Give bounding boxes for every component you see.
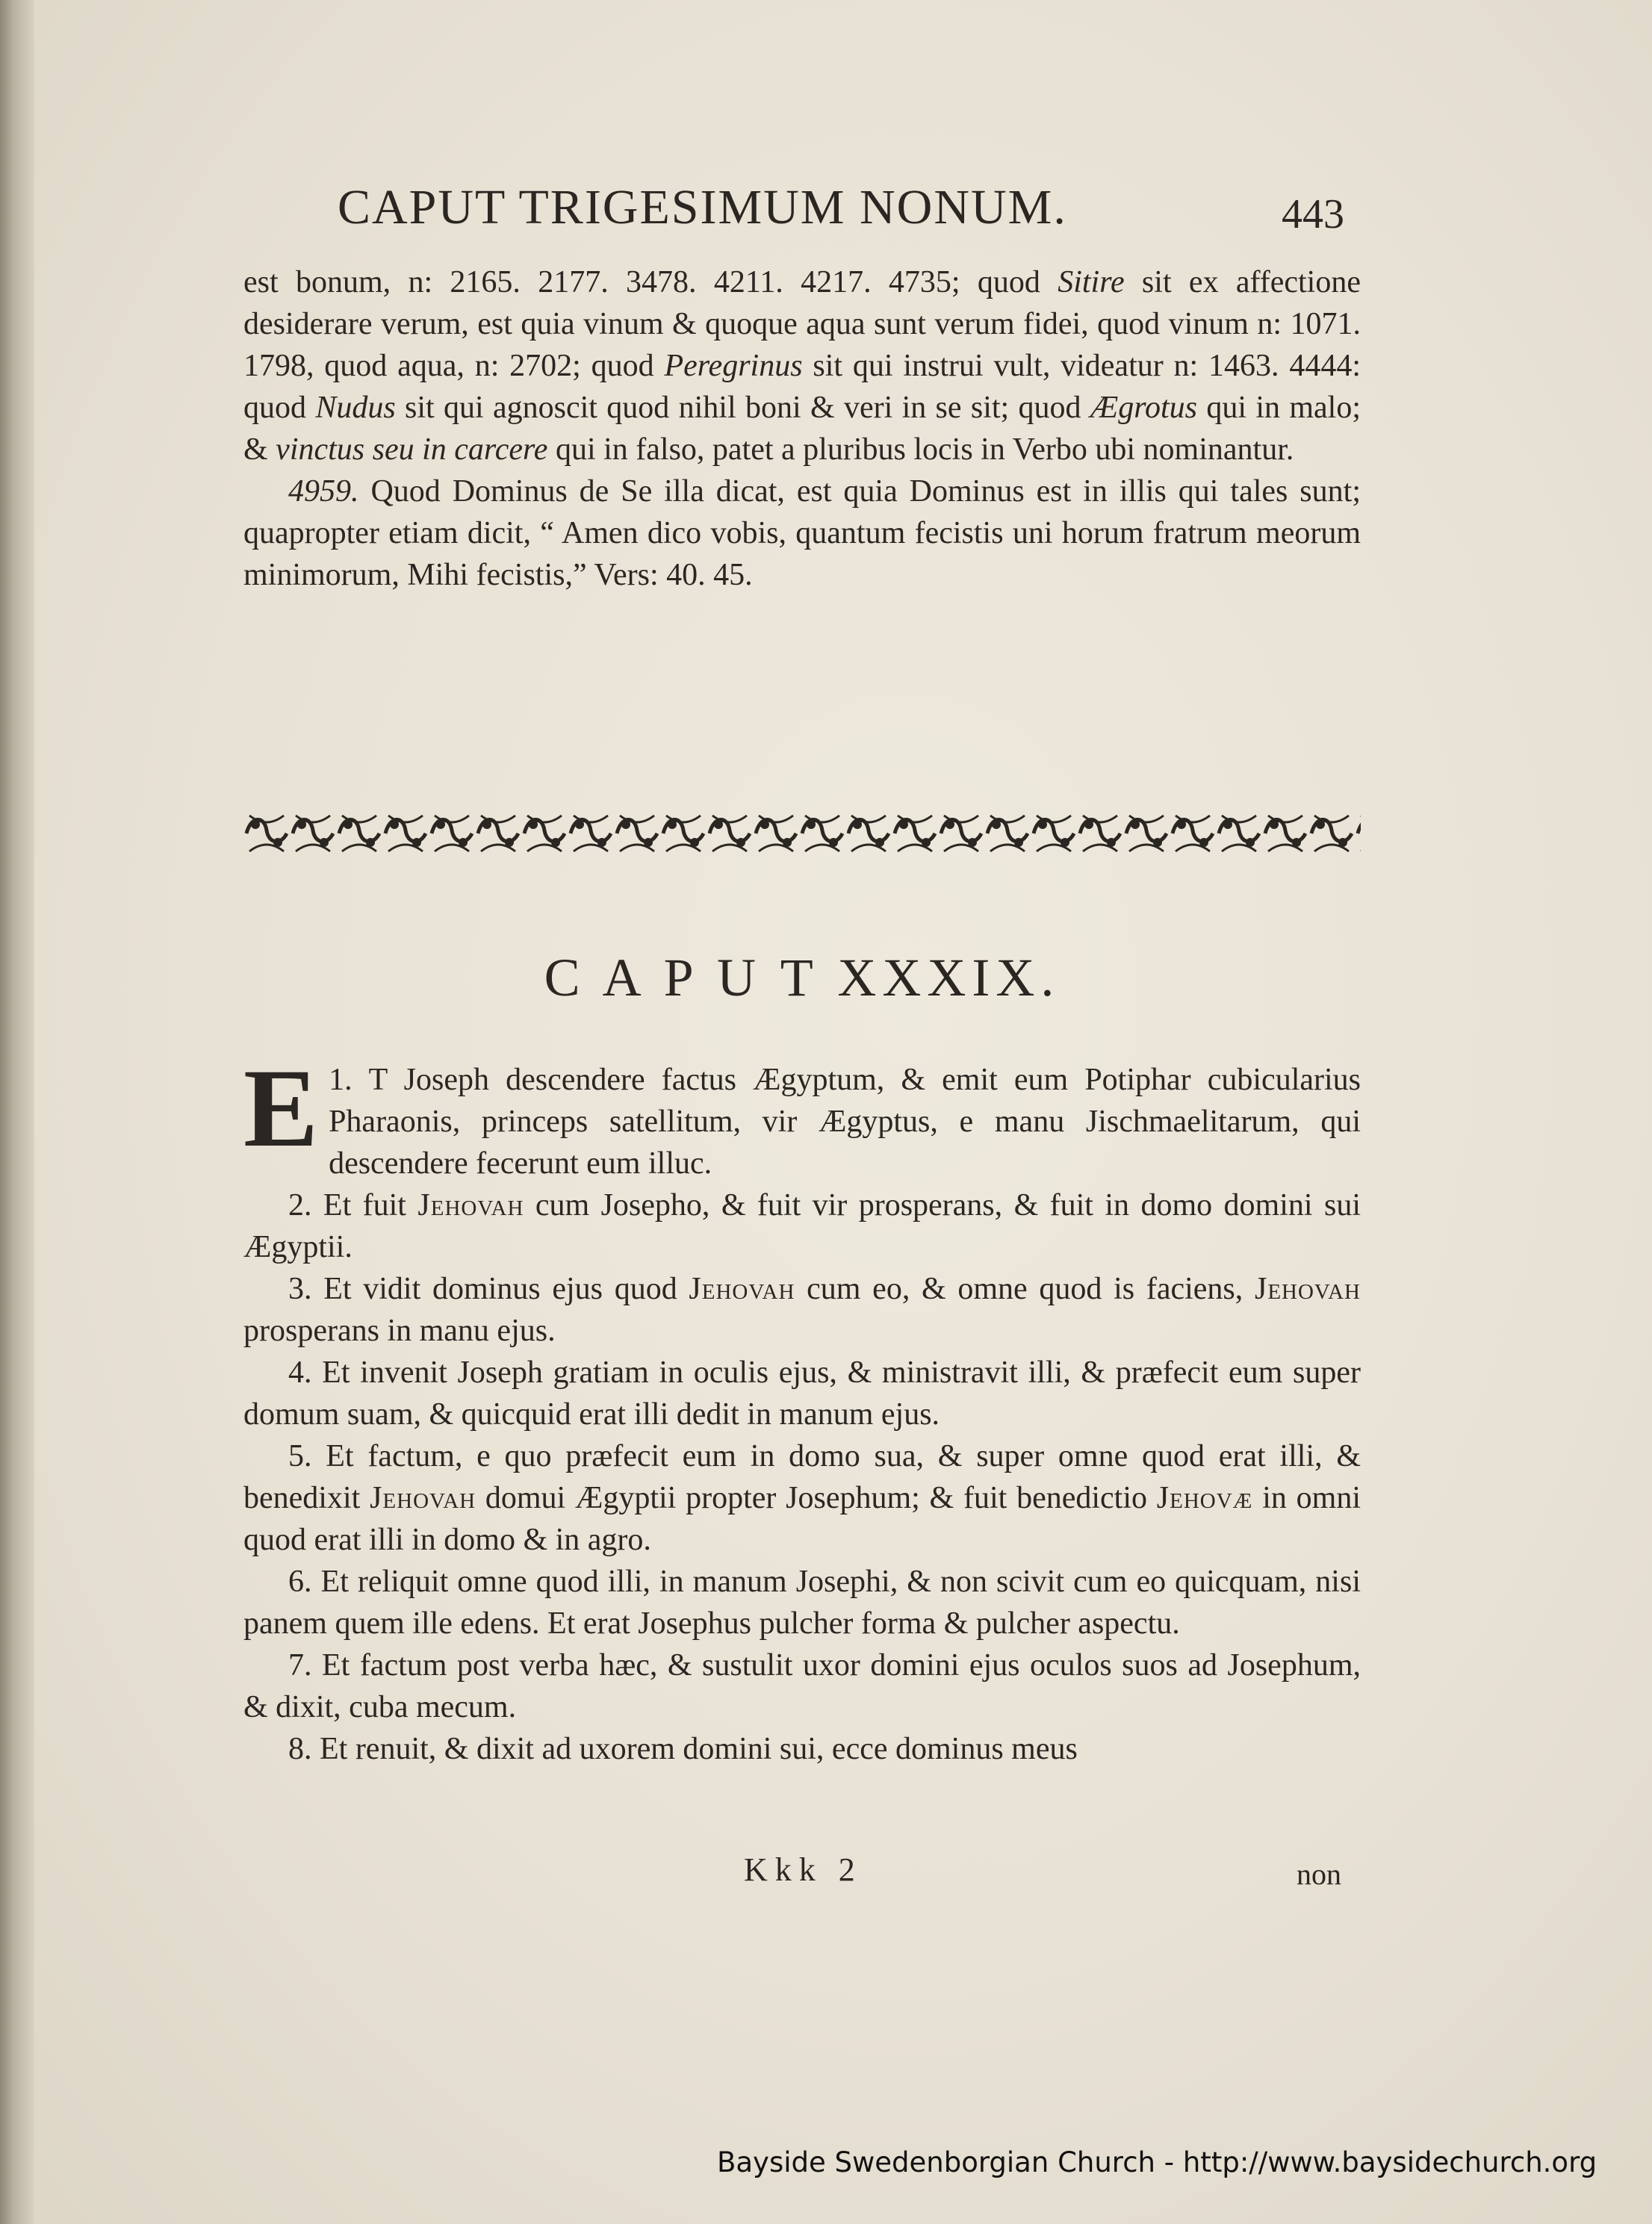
signature-mark: Kkk 2 — [744, 1851, 863, 1888]
text-run: qui in falso, patet a pluribus locis in Verbo ubi nominantur. — [547, 432, 1294, 467]
paragraph-number: 4959. — [288, 474, 359, 509]
verse-4 — [243, 1352, 1361, 1435]
commentary-paragraph-1 — [243, 261, 1361, 470]
verse-number: 4. — [288, 1355, 312, 1390]
divine-name: Jehovah — [1254, 1272, 1361, 1306]
text-run: est bonum, n: 2165. 2177. 3478. 4211. 4217. 4735; quod — [243, 265, 1058, 299]
verse-8 — [243, 1728, 1361, 1770]
verse-text: Et reliquit omne quod illi, in manum Josephi, & non scivit cum eo quicquam, nisi panem quem ille edens. Et erat Josephus pulcher forma & pulcher aspectu. — [243, 1565, 1361, 1641]
verse-7 — [243, 1644, 1361, 1728]
verse-text: Et fuit — [311, 1188, 418, 1223]
italic-term: Peregrinus — [664, 349, 803, 383]
verse-number: 8. — [288, 1732, 312, 1766]
page-number: 443 — [1282, 191, 1344, 237]
verse-text: prosperans in manu ejus. — [243, 1314, 556, 1348]
divine-name: Jehovah — [370, 1481, 476, 1515]
page-gutter — [0, 0, 34, 2224]
verse-number: 6. — [288, 1565, 312, 1599]
verse-6 — [243, 1561, 1361, 1644]
italic-term: vinctus seu in carcere — [276, 432, 548, 467]
watermark-link[interactable]: Bayside Swedenborgian Church - http://www.baysidechurch.org — [717, 2146, 1597, 2178]
italic-term: Ægrotus — [1090, 391, 1198, 425]
text-run: sit qui instrui vult, videatur n: 1463. 4444: quod — [243, 349, 1361, 425]
text-run: qui in malo; & — [243, 391, 1361, 467]
catchword: non — [1297, 1857, 1341, 1891]
verse-text: Et renuit, & dixit ad uxorem domini sui, ecce dominus meus — [311, 1732, 1078, 1766]
running-head: CAPUT TRIGESIMUM NONUM. — [338, 180, 1067, 234]
verse-number: 1. — [329, 1063, 353, 1097]
text-run: Quod Dominus de Se illa dicat, est quia Dominus est in illis qui tales sunt; quapropter etiam dicit, “ Amen dico vobis, quantum fecistis uni horum fratrum meorum minimorum, Mihi fecistis,” Vers: 40. 45. — [243, 474, 1361, 592]
verse-text: cum Josepho, & fuit vir prosperans, & fuit in domo domini sui Ægyptii. — [243, 1188, 1361, 1264]
verse-number: 3. — [288, 1272, 312, 1306]
italic-term: Sitire — [1058, 265, 1125, 299]
italic-term: Nudus — [315, 391, 396, 425]
chapter-title: C A P U T XXXIX. — [544, 948, 1061, 1007]
divine-name: Jehovæ — [1156, 1481, 1253, 1515]
verse-text: domui Ægyptii propter Josephum; & fuit benedictio — [476, 1481, 1157, 1515]
verse-5 — [243, 1435, 1361, 1561]
commentary-block — [243, 261, 1361, 596]
text-run: sit qui agnoscit quod nihil boni & veri in se sit; quod — [395, 391, 1090, 425]
verse-text: T Joseph descendere factus Ægyptum, & emit eum Potiphar cubicularius Pharaonis, princeps satellitum, vir Ægyptus, e manu Jischmaelitarum, qui descendere fecerunt eum illuc. — [329, 1063, 1361, 1181]
divine-name: Jehovah — [417, 1188, 524, 1223]
verse-text: Et factum post verba hæc, & sustulit uxor domini ejus oculos suos ad Josephum, & dixit, cuba mecum. — [243, 1648, 1361, 1724]
verse-3 — [243, 1268, 1361, 1352]
verse-text: Et vidit dominus ejus quod — [311, 1272, 689, 1306]
text-run: sit ex affectione desiderare verum, est quia vinum & quoque aqua sunt verum fidei, quod vinum n: 1071. 1798, quod aqua, n: 2702; quod — [243, 265, 1361, 383]
commentary-paragraph-2 — [243, 470, 1361, 596]
verse-number: 7. — [288, 1648, 312, 1683]
verse-text: Et factum, e quo præfecit eum in domo sua, & super omne quod erat illi, & benedixit — [243, 1439, 1361, 1515]
divine-name: Jehovah — [689, 1272, 795, 1306]
verse-text: Et invenit Joseph gratiam in oculis ejus, & ministravit illi, & præfecit eum super domum suam, & quicquid erat illi dedit in manum ejus. — [243, 1355, 1361, 1432]
verse-text: in omni quod erat illi in domo & in agro. — [243, 1481, 1361, 1557]
verse-2 — [243, 1184, 1361, 1268]
drop-cap: E — [243, 1046, 319, 1170]
verse-number: 2. — [288, 1188, 312, 1223]
verse-number: 5. — [288, 1439, 312, 1473]
scripture-verses — [243, 1046, 1361, 1770]
verse-1 — [243, 1046, 1361, 1184]
verse-text: cum eo, & omne quod is faciens, — [795, 1272, 1255, 1306]
ornament-border — [243, 808, 1361, 859]
